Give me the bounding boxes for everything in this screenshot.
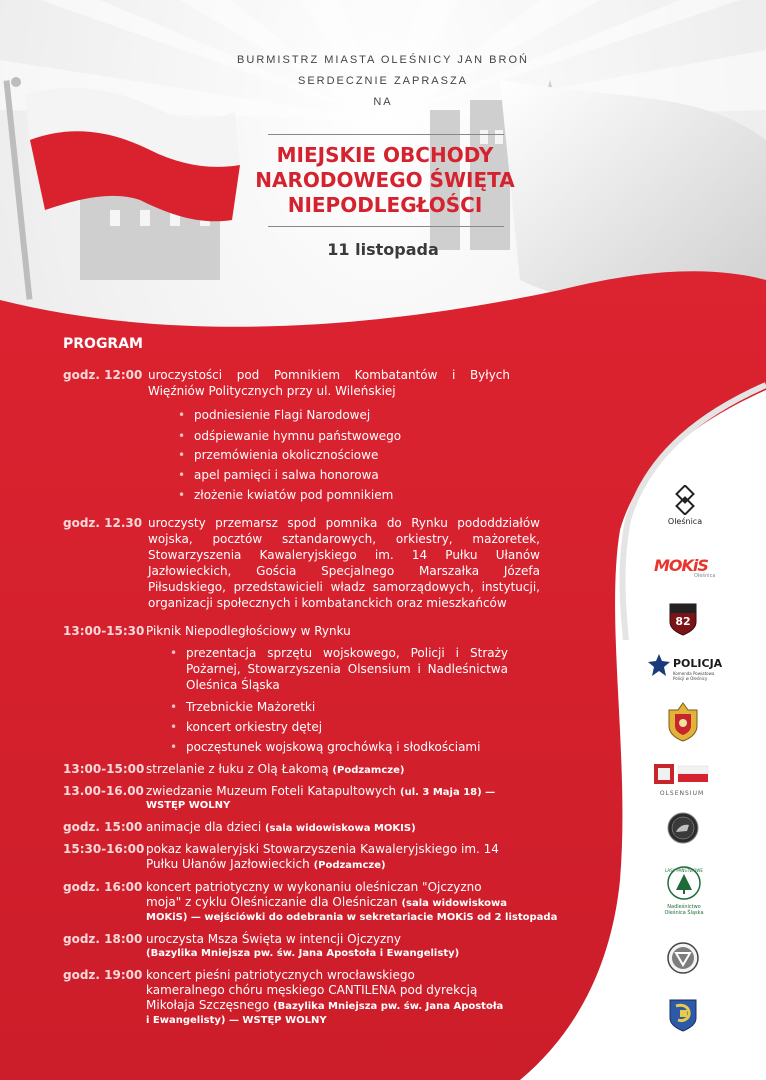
list-item: • poczęstunek wojskową grochówką i słodkościami [186,740,480,755]
unit-82-badge [668,602,698,636]
olsensium-emblem-icon [654,762,710,786]
event-description-line: koncert pieśni patriotycznych wrocławskiego [146,968,415,982]
list-item: • apel pamięci i salwa honorowa [194,468,379,483]
policja-logo-subtext: Policji w Oleśnicy [673,676,708,681]
event-time: godz. 16:00 [63,880,143,894]
lasy-logo-subtext: Nadleśnictwo [667,904,701,910]
event-description-line: Piłsudskiego, przedstawicieli władz samorządowych, instytucji, [148,580,540,594]
event-description-line: Piknik Niepodległościowy w Rynku [146,624,351,638]
event-description-line: pokaz kawaleryjski Stowarzyszenia Kawaleryjskiego im. 14 [146,842,499,856]
event-description-line: Więźniów Politycznych przy ul. Wileńskiej [148,384,396,398]
event-time: godz. 18:00 [63,932,143,946]
event-description-line: Stowarzyszenia Kawaleryjskiego im. 14 Pułku Ułanów [148,548,540,562]
program-heading: PROGRAM [63,336,143,352]
lasy-panstwowe-logo [654,866,714,916]
event-description-line: organizacji społecznych i kombatanckich oraz mieszkańców [148,596,507,610]
event-note: i Ewangelisty) — WSTĘP WOLNY [146,1015,327,1026]
event-description-line: kameralnego chóru męskiego CANTILENA pod dyrekcją [146,983,478,997]
event-description-line: Mikołaja Szczęsnego (Bazylika Mniejsza pw. św. Jana Apostoła [146,998,504,1012]
event-description-line: zwiedzanie Muzeum Foteli Katapultowych (ul. 3 Maja 18) — [146,784,496,798]
mokis-logo-text: MOKiS [654,556,708,575]
event-note: WSTĘP WOLNY [146,800,231,811]
event-description-line: koncert patriotyczny w wykonaniu oleśniczan "Ojczyzno [146,880,482,894]
event-title-line3: NIEPODLEGŁOŚCI [287,193,483,217]
event-description-line: animacje dla dzieci (sala widowiskowa MOKIS) [146,820,416,834]
police-star-icon [648,654,670,676]
event-date: 11 listopada [327,240,439,259]
event-title-line1: MIEJSKIE OBCHODY [276,143,494,167]
organizer-line: BURMISTRZ MIASTA OLEŚNICY JAN BROŃ [237,54,529,66]
event-description-line: Jazłowieckich, Gościa Specjalnego Marszałka Józefa [148,564,540,578]
lasy-logo-ringtext: LASY PAŃSTWOWE [665,868,703,873]
horse-rider-icon [667,812,699,844]
olsensium-logo [654,762,710,796]
policja-logo-text: POLICJA [673,657,723,670]
fire-brigade-emblem [666,702,700,742]
olsensium-logo-text: OLSENSIUM [659,790,705,797]
event-description-line: Pułku Ułanów Jazłowieckich (Podzamcze) [146,857,386,871]
list-item: • przemówienia okolicznościowe [194,448,378,463]
event-description-line: wojska, pocztów sztandarowych, orkiestry, mażoretek, [148,532,540,546]
na-line: NA [373,96,393,108]
policja-logo [648,654,723,684]
mokis-logo-subtext: Oleśnica [694,573,716,579]
title-rule-top [268,134,504,135]
event-description-line: uroczysty przemarsz spod pomnika do Rynku pododdziałów [148,516,540,530]
event-time: godz. 12.30 [63,516,143,530]
list-item: • Trzebnickie Mażoretki [186,700,315,715]
city-coat-of-arms [668,998,698,1032]
coat-of-arms-icon [668,998,698,1032]
event-title-line2: NARODOWEGO ŚWIĘTA [255,168,515,192]
mokis-logo [654,556,714,584]
event-note: MOKiS) — wejściówki do odebrania w sekretariacie MOKiS od 2 listopada [146,912,558,923]
event-time: godz. 12:00 [63,368,143,382]
event-description-line: strzelanie z łuku z Olą Łakomą (Podzamcze) [146,762,405,776]
list-item: • podniesienie Flagi Narodowej [194,408,370,423]
event-time: godz. 19:00 [63,968,143,982]
event-time: 13:00-15:30 [63,624,145,638]
event-description-line: uroczystości pod Pomnikiem Kombatantów i Byłych [148,368,510,382]
fire-brigade-icon [666,702,700,742]
list-item: • złożenie kwiatów pod pomnikiem [194,488,393,503]
policja-logo-subtext: Komenda Powiatowa [673,671,715,676]
event-description-line: moja" z cyklu Oleśniczanie dla Oleśniczan (sala widowiskowa [146,895,507,909]
triangle-badge-icon [667,942,699,974]
event-description-line: uroczysta Msza Święta w intencji Ojczyzny [146,932,401,946]
event-location: (Bazylika Mniejsza pw. św. Jana Apostoła i Ewangelisty) [146,948,460,959]
event-time: 13:00-15:00 [63,762,145,776]
invite-line: SERDECZNIE ZAPRASZA [297,75,469,87]
event-time: 13.00-16.00 [63,784,144,798]
lasy-logo-subtext: Oleśnica Śląska [664,910,704,916]
olesnica-emblem-icon [670,485,700,515]
olesnica-logo-text: Oleśnica [667,517,703,526]
list-item: • odśpiewanie hymnu państwowego [194,429,401,444]
unit-82-number: 82 [675,615,691,628]
event-time: godz. 15:00 [63,820,143,834]
list-item-continuation: Pożarnej, Stowarzyszenia Olsensium i Nadleśnictwa [186,662,508,676]
list-item-continuation: Oleśnica Śląska [186,678,280,692]
list-item: • koncert orkiestry dętej [186,720,322,735]
round-triangle-emblem [667,942,699,974]
cavalry-association-emblem [667,812,699,844]
olesnica-logo [662,485,708,526]
title-rule-bottom [268,226,504,227]
list-item: • prezentacja sprzętu wojskowego, Policji i Straży [186,646,508,661]
event-time: 15:30-16:00 [63,842,145,856]
